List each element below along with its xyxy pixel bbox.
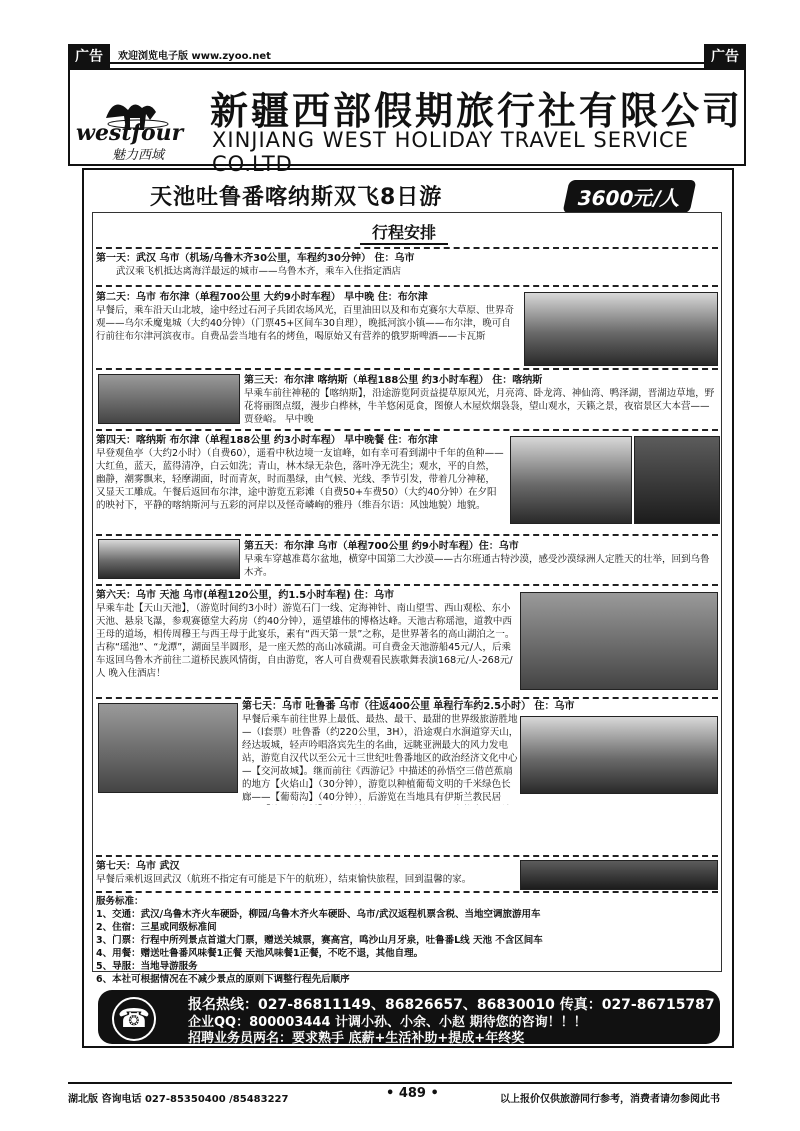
day-2-heading: 第二天：乌市 布尔津（单程700公里 大约9小时车程） 早中晚 住：布尔津 [96, 292, 428, 303]
day-separator [96, 697, 718, 699]
day-1-heading: 第一天：武汉 乌市（机场/乌鲁木齐30公里，车程约30分钟） 住：乌市 [96, 253, 415, 264]
day-5 [244, 540, 718, 579]
day-7 [96, 700, 716, 805]
logo-text: westfour [76, 120, 184, 146]
service-item: 3、门票：行程中所列景点首道大门票，赠送关城票，赛高宫，鸣沙山月牙泉，吐鲁番L线 天池 不含区间车 [96, 935, 543, 946]
page-number: • 489 • [386, 1086, 439, 1101]
hotline-numbers[interactable]: 报名热线：027-86811149、86826657、86830010 传真：027-86715787 [188, 997, 715, 1013]
site-url[interactable]: 欢迎浏览电子版 www.zyoo.net [118, 51, 271, 62]
day-1-body: 武汉乘飞机抵达离海洋最远的城市——乌鲁木齐，乘车入住指定酒店 [116, 266, 402, 277]
price-badge: 3600元/人 [562, 180, 696, 213]
day-3-heading: 第三天：布尔津 喀纳斯（单程188公里 约3小时车程） 住：喀纳斯 [244, 375, 543, 386]
services-title: 服务标准： [96, 896, 144, 907]
enterprise-qq[interactable]: 企业QQ：800003444 计调小孙、小余、小赵 期待您的咨询！！！ [188, 1015, 587, 1030]
day-2-body: 早餐后，乘车沿天山北坡，途中经过石河子兵团农场风光，百里油田以及和布克赛尔大草原、世界奇观——乌尔禾魔鬼城（大约40分钟）（门票45+区间车30自理），晚抵河滨小镇——布尔津，晚可自行前往布尔津河滨夜市。自费品尝当地有名的烤鱼，喝原始又有营养的俄罗斯啤酒——卡瓦斯 [96, 305, 515, 342]
day-separator [96, 534, 718, 536]
top-divider [68, 62, 732, 64]
photo-fish-pavilion [510, 436, 632, 524]
day-1 [96, 252, 716, 278]
service-item: 4、用餐：赠送吐鲁番风味餐1正餐 天池风味餐1正餐，不吃不退，其他自理。 [96, 948, 424, 959]
day-separator [96, 855, 718, 857]
day-separator [96, 368, 718, 370]
day-6 [96, 589, 516, 680]
day-8 [96, 860, 516, 886]
day-4-heading: 第四天：喀纳斯 布尔津（单程188公里 约3小时车程） 早中晚餐 住：布尔津 [96, 435, 438, 446]
day-6-body: 早乘车赴【天山天池】，（游览时间约3小时）游览石门一线、定海神针、南山望雪、西山观松、东小天池、悬泉飞瀑，参观赛德堂大药房（约40分钟），遥望雄伟的博格达峰。天池古称瑶池，道教中西王母的道场，相传周穆王与西王母于此宴乐，素有“西天第一景”之称，是世界著名的高山湖泊之一。古称“瑶池”、“龙潭”，湖面呈半圆形，是一座天然的高山冰碛湖。可自费金天池游船45元/人，后乘车返回乌鲁木齐前往二道桥民族风情街，自由游览，客人可自费观看民族歌舞表演168元/人-268元/人 晚入住酒店！ [96, 603, 515, 679]
day-3 [244, 374, 718, 426]
hotline-banner [98, 990, 720, 1044]
ad-label-right: 广告 [704, 44, 746, 68]
plan-heading: 行程安排 [360, 220, 448, 245]
day-5-body: 早乘车穿越准葛尔盆地，横穿中国第二大沙漠——古尔班通古特沙漠，感受沙漠绿洲人定胜天的壮举，回到乌鲁木齐。 [244, 554, 710, 578]
tour-title: 天池吐鲁番喀纳斯双飞8日游 [150, 185, 443, 210]
company-logo [76, 80, 206, 163]
service-item: 2、住宿：三星或同级标准间 [96, 922, 217, 933]
day-4 [96, 434, 504, 512]
photo-misty-river [634, 436, 720, 524]
day-separator [96, 247, 718, 249]
day-8-body: 早餐后乘机返回武汉（航班不指定有可能是下午的航班），结束愉快旅程，回到温馨的家。 [96, 874, 472, 885]
day-4-body: 早登观鱼亭（大约2小时）（自费60），遥看中秋边境一友谊峰，如有幸可看到湖中千年的鱼种——大红鱼，蓝天，蓝得清净，白云如洗；青山，林木绿无杂色，落叶净无洗尘；观水，平的自然，幽静，潮雾飘来，轻摩湖面，时而青灰，时而墨绿，由气候、光线、季节引发，带着几分神秘，又显天工雕成。午餐后返回布尔津，途中游览五彩滩（自费50+车费50）（大约40分钟）在夕阳的映衬下，平静的喀纳斯河与五彩的河岸以及怪奇嶙峋的雅丹（维吾尔语：风蚀地貌）地貌。 [96, 448, 504, 511]
ad-label-left: 广告 [68, 44, 110, 68]
service-item: 1、交通：武汉/乌鲁木齐火车硬卧，柳园/乌鲁木齐火车硬卧、乌市/武汉返程机票含税、当地空调旅游用车 [96, 909, 541, 920]
service-standards [96, 895, 716, 986]
phone-icon: ☎ [112, 997, 156, 1041]
company-name-cn: 新疆西部假期旅行社有限公司 [210, 89, 744, 133]
service-item: 6、本社可根据情况在不减少景点的原则下调整行程先后顺序 [96, 974, 350, 985]
company-header [68, 68, 746, 176]
day-separator [96, 584, 718, 586]
logo-subtitle: 魅力西域 [112, 148, 165, 163]
day-separator [96, 429, 718, 431]
day-2 [96, 291, 520, 343]
day-6-heading: 第六天：乌市 天池 乌市(单程120公里，约1.5小时车程) 住：乌市 [96, 590, 395, 601]
photo-desert-lake [98, 539, 240, 579]
day-separator [96, 285, 718, 287]
day-7-heading: 第七天：乌市 吐鲁番 乌市（往返400公里 单程行车约2.5小时） 住：乌市 [242, 701, 575, 712]
photo-city-night [520, 860, 718, 890]
day-5-heading: 第五天：布尔津 乌市（单程700公里 约9小时车程）住：乌市 [244, 541, 519, 552]
service-item: 5、导服：当地导游服务 [96, 961, 198, 972]
photo-mountain-landscape [524, 292, 718, 366]
photo-heavenly-lake [520, 592, 718, 690]
photo-kanas-forest [98, 374, 240, 424]
recruitment: 招聘业务员两名：要求熟手 底薪+生活补助+提成+年终奖 [188, 1031, 525, 1046]
footer-divider [68, 1082, 732, 1084]
day-7-body: 早餐后乘车前往世界上最低、最热、最干、最甜的世界级旅游胜地—（l套票）吐鲁番（约220公里，3H），沿途观白水涧道穿天山，经达坂城，轻声吟唱洛宾先生的名曲，远眺亚洲最大的风力发电站，游览自汉代以至公元十三世纪吐鲁番地区的政治经济文化中心—【交河故城】。继而前往《西游记》中描述的孙悟空三借芭蕉扇的地方【火焰山】（30分钟），游览以种植葡萄文明的千米绿色长廊——【葡萄沟】（40分钟），后游览在当地具有伊斯兰教民居 [242, 714, 519, 803]
footer-disclaimer: 以上报价仅供旅游同行参考，消费者请勿参阅此书 [500, 1094, 720, 1105]
services-separator [96, 891, 718, 893]
day-3-body: 早乘车前往神秘的【喀纳斯】，沿途游览阿贡益提草原风光，月亮湾、卧龙湾、神仙湾、鸭泽湖，晋湖边草地，野花将丽图点缀，漫步白桦林，牛羊悠闲觅食，图僚人木屋炊烟袅袅，望山观水，天籁之景，夜宿景区大本营——贾登峪。 早中晚 [244, 388, 715, 425]
day-8-heading: 第七天：乌市 武汉 [96, 861, 180, 872]
footer-contact: 湖北版 咨询电话 027-85350400 /85483227 [68, 1094, 289, 1105]
company-name-en: XINJIANG WEST HOLIDAY TRAVEL SERVICE CO.LTD [212, 128, 689, 176]
